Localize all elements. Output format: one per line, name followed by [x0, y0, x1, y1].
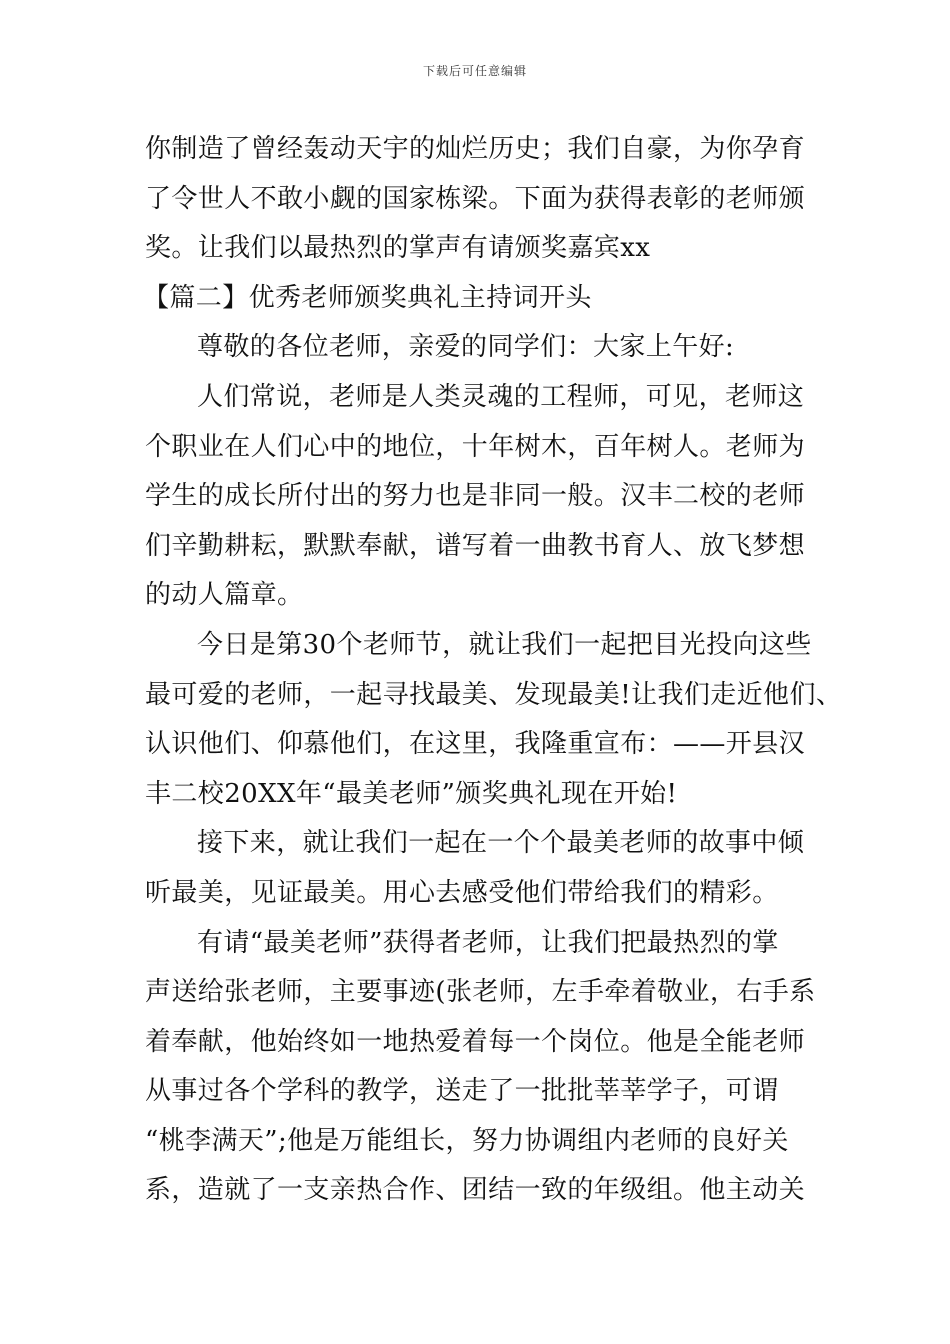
text-line: 个职业在人们心中的地位，十年树木，百年树人。老师为 [145, 431, 806, 462]
text-line: 最可爱的老师，一起寻找最美、发现最美!让我们走近他们、 [145, 679, 843, 710]
text-line: 听最美，见证最美。用心去感受他们带给我们的精彩。 [145, 877, 779, 908]
paragraph-start: 人们常说，老师是人类灵魂的工程师，可见，老师这 [197, 381, 805, 412]
text-line: 丰二校20XX年“最美老师”颁奖典礼现在开始! [145, 778, 678, 809]
text-line: 你制造了曾经轰动天宇的灿烂历史；我们自豪，为你孕育 [145, 134, 806, 164]
text-line: 们辛勤耕耘，默默奉献，谱写着一曲教书育人、放飞梦想 [145, 530, 806, 561]
page-header-note: 下载后可任意编辑 [422, 64, 527, 78]
greeting-line: 尊敬的各位老师，亲爱的同学们：大家上午好: [197, 332, 735, 363]
text-line: 系，造就了一支亲热合作、团结一致的年级组。他主动关 [145, 1175, 806, 1206]
section-heading: 【篇二】优秀老师颁奖典礼主持词开头 [143, 282, 592, 313]
paragraph-start: 有请“最美老师”获得者老师，让我们把最热烈的掌 [197, 927, 779, 958]
text-line: 了令世人不敢小觑的国家栋梁。下面为获得表彰的老师颁 [145, 183, 806, 214]
text-line: 学生的成长所付出的努力也是非同一般。汉丰二校的老师 [145, 481, 806, 512]
paragraph-start: 今日是第30个老师节，就让我们一起把目光投向这些 [197, 629, 812, 660]
document-body [143, 125, 843, 1216]
paragraph-start: 接下来，就让我们一起在一个个最美老师的故事中倾 [197, 828, 805, 859]
text-line: “桃李满天”;他是万能组长，努力协调组内老师的良好关 [145, 1125, 789, 1156]
text-line: 声送给张老师，主要事迹(张老师，左手牵着敬业，右手系 [145, 977, 816, 1008]
text-line: 认识他们、仰慕他们，在这里，我隆重宣布：——开县汉 [145, 729, 806, 760]
text-line: 从事过各个学科的教学，送走了一批批莘莘学子，可谓 [145, 1076, 779, 1107]
text-line: 的动人篇章。 [145, 580, 304, 611]
text-line: 着奉献，他始终如一地热爱着每一个岗位。他是全能老师 [145, 1026, 806, 1057]
text-line: 奖。让我们以最热烈的掌声有请颁奖嘉宾xx [145, 233, 651, 264]
